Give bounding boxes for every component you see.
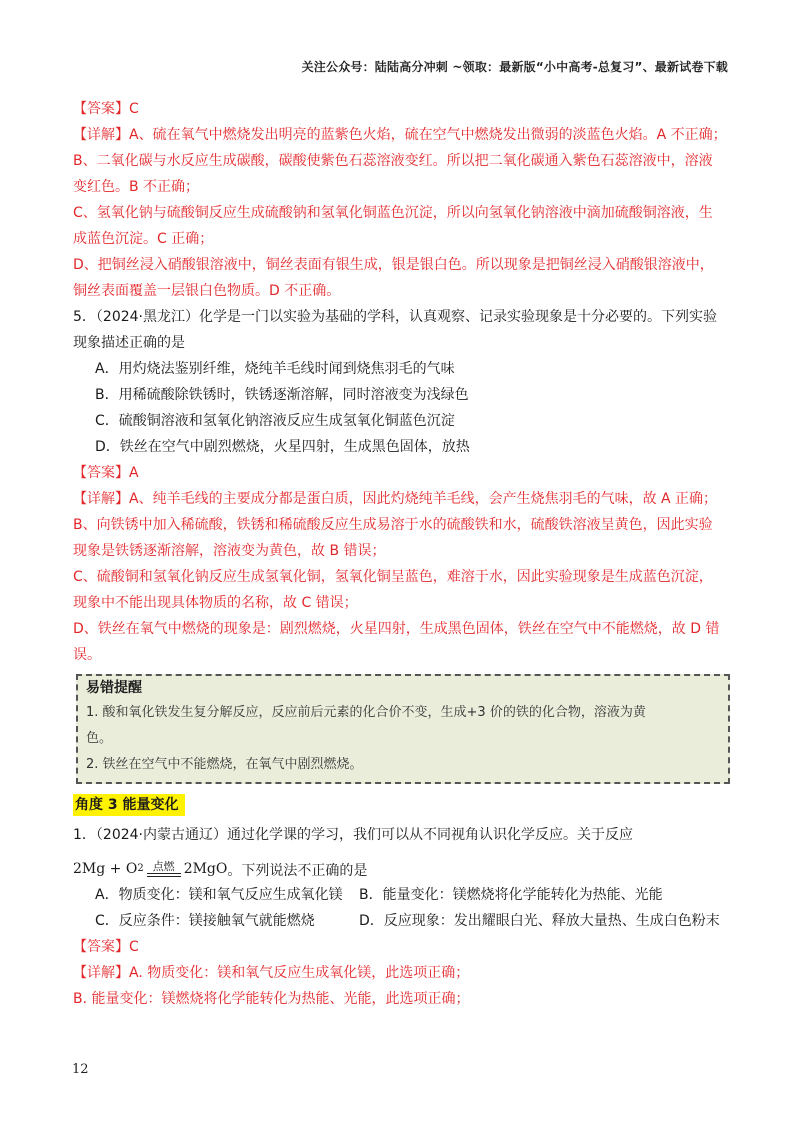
equation-subscript: 2 <box>137 863 144 874</box>
question-stem-tail: 。下列说法不正确的是 <box>227 863 368 879</box>
chemical-equation <box>73 856 227 882</box>
section-heading: 角度 3 能量变化 <box>73 794 185 816</box>
tip-title: 易错提醒 <box>86 680 142 696</box>
option-row <box>73 908 733 934</box>
option-a: A．用灼烧法鉴别纤维，烧纯羊毛线时闻到烧焦羽毛的气味 <box>95 361 455 377</box>
page-content <box>73 96 733 1012</box>
detail-line: 【详解】A. 物质变化：镁和氧气反应生成氧化镁，此选项正确； <box>73 965 470 981</box>
mistake-tip-box <box>76 674 730 784</box>
option-b: B．能量变化：镁燃烧将化学能转化为热能、光能 <box>359 887 663 903</box>
equation-line <box>73 848 733 882</box>
question-stem: 现象描述正确的是 <box>73 335 185 351</box>
option-d: D．反应现象：发出耀眼白光、释放大量热、生成白色粉末 <box>359 913 720 929</box>
equation-arrow <box>147 860 181 882</box>
option-d: D．铁丝在空气中剧烈燃烧，火星四射，生成黑色固体，放热 <box>95 439 470 455</box>
tip-line: 2. 铁丝在空气中不能燃烧，在氧气中剧烈燃烧。 <box>86 757 363 772</box>
equation-right: 2MgO <box>183 861 228 877</box>
detail-line: B、二氧化碳与水反应生成碳酸，碳酸使紫色石蕊溶液变红。所以把二氧化碳通入紫色石蕊溶液中，溶液 <box>73 153 713 169</box>
double-line-icon <box>147 873 181 877</box>
option-b: B．用稀硫酸除铁锈时，铁锈逐渐溶解，同时溶液变为浅绿色 <box>95 387 469 403</box>
answer-label: 【答案】A <box>73 465 139 481</box>
answer-label: 【答案】C <box>73 939 139 955</box>
option-c: C．反应条件：镁接触氧气就能燃烧 <box>95 913 315 929</box>
section-heading-row <box>73 790 733 818</box>
detail-line: 现象是铁锈逐渐溶解，溶液变为黄色，故 B 错误； <box>73 543 386 559</box>
detail-line: B. 能量变化：镁燃烧将化学能转化为热能、光能，此选项正确； <box>73 991 470 1007</box>
detail-line: C、氢氧化钠与硫酸铜反应生成硫酸钠和氢氧化铜蓝色沉淀，所以向氢氧化钠溶液中滴加硫酸铜溶液，生 <box>73 205 713 221</box>
detail-line: 【详解】A、纯羊毛线的主要成分都是蛋白质，因此灼烧纯羊毛线，会产生烧焦羽毛的气味，故 A 正确； <box>73 491 718 507</box>
option-row <box>73 882 733 908</box>
tip-line: 1. 酸和氧化铁发生复分解反应，反应前后元素的化合价不变，生成+3 价的铁的化合物，溶液为黄 <box>86 705 646 720</box>
detail-line: 误。 <box>73 647 101 663</box>
page-number: 12 <box>72 1062 89 1077</box>
equation-left: 2Mg + O <box>73 861 138 877</box>
detail-line: 成蓝色沉淀。C 正确； <box>73 231 214 247</box>
detail-line: B、向铁锈中加入稀硫酸，铁锈和稀硫酸反应生成易溶于水的硫酸铁和水，硫酸铁溶液呈黄色，因此实验 <box>73 517 713 533</box>
answer-label: 【答案】C <box>73 101 139 117</box>
tip-line: 色。 <box>86 731 113 746</box>
detail-line: 铜丝表面覆盖一层银白色物质。D 不正确。 <box>73 283 341 299</box>
page-header: 关注公众号：陆陆高分冲刺 ~领取：最新版“小中高考-总复习”、最新试卷下载 <box>301 60 728 74</box>
detail-line: 变红色。B 不正确； <box>73 179 200 195</box>
detail-line: C、硫酸铜和氢氧化钠反应生成氢氧化铜，氢氧化铜呈蓝色，难溶于水，因此实验现象是生成蓝色沉淀， <box>73 569 713 585</box>
reaction-condition: 点燃 <box>152 860 175 873</box>
detail-line: 现象中不能出现具体物质的名称，故 C 错误； <box>73 595 358 611</box>
detail-line: 【详解】A、硫在氧气中燃烧发出明亮的蓝紫色火焰，硫在空气中燃烧发出微弱的淡蓝色火焰。A 不正确； <box>73 127 727 143</box>
option-a: A．物质变化：镁和氧气反应生成氧化镁 <box>95 887 343 903</box>
option-c: C．硫酸铜溶液和氢氧化钠溶液反应生成氢氧化铜蓝色沉淀 <box>95 413 455 429</box>
detail-line: D、铁丝在氧气中燃烧的现象是：剧烈燃烧，火星四射，生成黑色固体，铁丝在空气中不能燃烧，故 D 错 <box>73 621 720 637</box>
detail-line: D、把铜丝浸入硝酸银溶液中，铜丝表面有银生成，银是银白色。所以现象是把铜丝浸入硝酸银溶液中， <box>73 257 714 273</box>
question-stem: 5．（2024·黑龙江）化学是一门以实验为基础的学科，认真观察、记录实验现象是十分必要的。下列实验 <box>73 309 717 325</box>
question-stem: 1．（2024·内蒙古通辽）通过化学课的学习，我们可以从不同视角认识化学反应。关于反应 <box>73 827 633 843</box>
